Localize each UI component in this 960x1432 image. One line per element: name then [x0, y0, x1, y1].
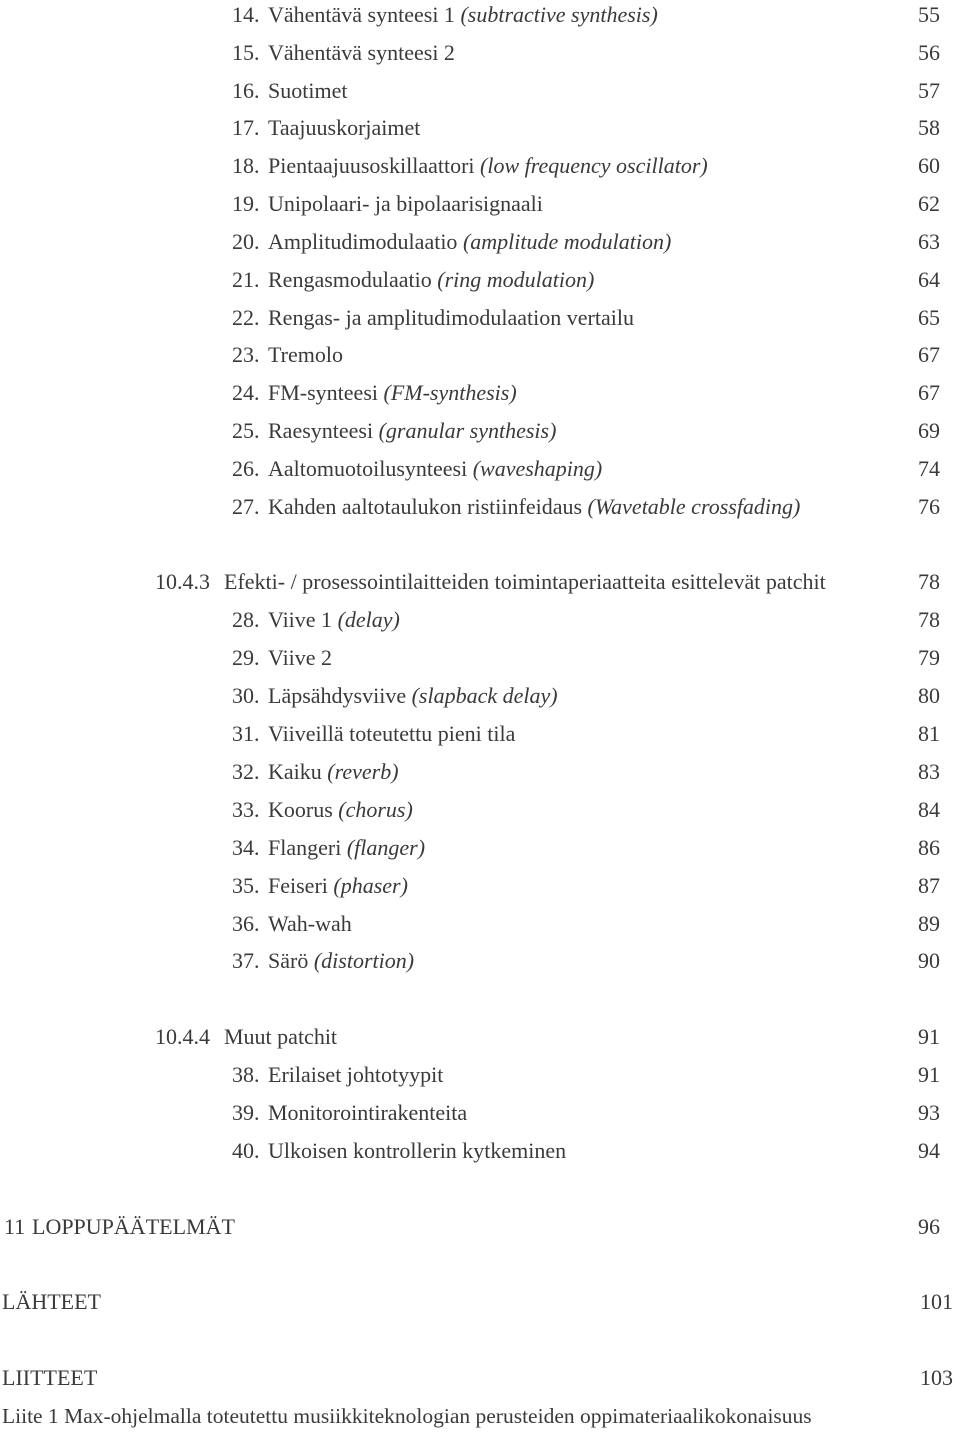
- toc-entry-page-number: 87: [918, 873, 940, 898]
- toc-entry: [0, 38, 960, 68]
- toc-entry-number: 28.: [232, 607, 260, 632]
- toc-entry: [0, 567, 960, 597]
- toc-entry-title-text: Amplitudimodulaatio: [268, 229, 458, 254]
- toc-entry-title: [268, 643, 332, 673]
- toc-entry-title-text: Raesynteesi: [268, 418, 374, 443]
- toc-entry-title: [2, 1287, 101, 1317]
- toc-entry-number: 33.: [232, 797, 260, 822]
- toc-entry-number: 17.: [232, 115, 260, 140]
- toc-entry: [0, 416, 960, 446]
- toc-entry: [0, 492, 960, 522]
- toc-entry-number: 35.: [232, 873, 260, 898]
- toc-entry: [0, 227, 960, 257]
- toc-entry-page-number: 67: [918, 380, 940, 405]
- toc-entry-title: [268, 189, 543, 219]
- toc-entry-page-number: 84: [918, 797, 940, 822]
- toc-entry-number: 19.: [232, 191, 260, 216]
- toc-entry: [0, 909, 960, 939]
- toc-entry-title: [268, 303, 634, 333]
- toc-entry-number: 32.: [232, 759, 260, 784]
- toc-entry-title-text: Tremolo: [268, 342, 343, 367]
- toc-entry-title-text: LIITTEET: [2, 1365, 98, 1390]
- toc-entry-title-english: (FM-synthesis): [383, 380, 517, 405]
- toc-entry-title-english: (subtractive synthesis): [460, 2, 658, 27]
- toc-entry-title: [268, 0, 658, 30]
- toc-entry-page-number: 63: [918, 229, 940, 254]
- toc-entry-title-text: Koorus: [268, 797, 333, 822]
- toc-entry-title-text: Suotimet: [268, 78, 348, 103]
- toc-entry-page-number: 81: [918, 721, 940, 746]
- toc-entry-title: [268, 416, 556, 446]
- toc-entry-title-text: Aaltomuotoilusynteesi: [268, 456, 468, 481]
- toc-entry-page-number: 67: [918, 342, 940, 367]
- toc-entry: [0, 0, 960, 30]
- toc-entry-number: 24.: [232, 380, 260, 405]
- toc-entry-title-text: FM-synteesi: [268, 380, 378, 405]
- toc-entry-title-text: Viive 1: [268, 607, 333, 632]
- toc-entry: [0, 719, 960, 749]
- toc-entry-title: [268, 833, 425, 863]
- toc-entry-title-english: (amplitude modulation): [462, 229, 672, 254]
- toc-entry-title-text: Särö: [268, 948, 309, 973]
- toc-entry: [0, 1401, 960, 1431]
- toc-entry-title: [268, 492, 800, 522]
- toc-entry-title: [268, 1136, 566, 1166]
- toc-entry-title: [268, 1060, 443, 1090]
- toc-entry-title: [224, 567, 826, 597]
- toc-entry-title-text: LOPPUPÄÄTELMÄT: [32, 1214, 235, 1239]
- toc-entry-page-number: 86: [918, 835, 940, 860]
- toc-entry-page-number: 83: [918, 759, 940, 784]
- toc-entry-page-number: 69: [918, 418, 940, 443]
- toc-entry-title-english: (ring modulation): [437, 267, 595, 292]
- toc-entry-title-english: (low frequency oscillator): [480, 153, 708, 178]
- toc-entry-number: 29.: [232, 645, 260, 670]
- toc-entry: [0, 1287, 960, 1317]
- toc-entry-page-number: 55: [918, 2, 940, 27]
- toc-entry-page-number: 93: [918, 1100, 940, 1125]
- toc-entry-page-number: 65: [918, 305, 940, 330]
- toc-entry-page-number: 56: [918, 40, 940, 65]
- toc-entry-title-english: (delay): [337, 607, 400, 632]
- toc-entry-title-text: Taajuuskorjaimet: [268, 115, 421, 140]
- toc-entry-title: [268, 378, 517, 408]
- toc-entry-number: 37.: [232, 948, 260, 973]
- toc-entry: [0, 946, 960, 976]
- toc-entry-page-number: 62: [918, 191, 940, 216]
- toc-entry-title-text: Läpsähdysviive: [268, 683, 407, 708]
- toc-entry: [0, 189, 960, 219]
- toc-entry-title: [268, 719, 515, 749]
- toc-entry-title-text: Viive 2: [268, 645, 333, 670]
- toc-entry: [0, 1136, 960, 1166]
- toc-entry-title-text: Erilaiset johtotyypit: [268, 1062, 444, 1087]
- toc-entry-page-number: 101: [920, 1289, 953, 1314]
- toc-entry-number: 11: [4, 1214, 26, 1239]
- toc-entry: [0, 340, 960, 370]
- toc-entry-number: 10.4.3: [155, 569, 210, 594]
- toc-entry-page-number: 57: [918, 78, 940, 103]
- toc-entry-title-text: Muut patchit: [224, 1024, 338, 1049]
- toc-entry-title: [268, 151, 708, 181]
- toc-entry-page-number: 79: [918, 645, 940, 670]
- toc-entry-page-number: 90: [918, 948, 940, 973]
- toc-entry-title-english: (Wavetable crossfading): [587, 494, 801, 519]
- toc-entry: [0, 113, 960, 143]
- toc-entry-page-number: 89: [918, 911, 940, 936]
- toc-entry-title: [268, 681, 558, 711]
- toc-entry-title: [268, 340, 343, 370]
- toc-entry-page-number: 74: [918, 456, 940, 481]
- toc-entry-number: 16.: [232, 78, 260, 103]
- toc-entry-page-number: 64: [918, 267, 940, 292]
- toc-entry-title-text: Vähentävä synteesi 2: [268, 40, 455, 65]
- toc-entry: [0, 1098, 960, 1128]
- toc-entry-title: [268, 605, 400, 635]
- toc-entry-title-english: (waveshaping): [472, 456, 603, 481]
- toc-entry-number: 38.: [232, 1062, 260, 1087]
- toc-entry: [0, 76, 960, 106]
- toc-entry-title-text: Vähentävä synteesi 1: [268, 2, 455, 27]
- toc-entry-page-number: 78: [918, 569, 940, 594]
- toc-entry-title: [268, 946, 414, 976]
- toc-entry-title-text: Feiseri: [268, 873, 328, 898]
- toc-entry-title-english: (slapback delay): [411, 683, 558, 708]
- toc-entry-title: [224, 1022, 337, 1052]
- toc-entry-page-number: 76: [918, 494, 940, 519]
- toc-entry-title-english: (distortion): [313, 948, 415, 973]
- toc-entry-title-english: (phaser): [333, 873, 408, 898]
- toc-entry-number: 20.: [232, 229, 260, 254]
- toc-entry-title: [32, 1212, 235, 1242]
- toc-entry-title-text: Rengasmodulaatio: [268, 267, 432, 292]
- toc-entry: [0, 871, 960, 901]
- toc-entry-number: 36.: [232, 911, 260, 936]
- toc-entry-title: [268, 265, 594, 295]
- toc-entry-number: 30.: [232, 683, 260, 708]
- toc-entry-title: [268, 227, 671, 257]
- toc-entry-number: 18.: [232, 153, 260, 178]
- toc-entry: [0, 643, 960, 673]
- toc-entry-title-text: Kahden aaltotaulukon ristiinfeidaus: [268, 494, 583, 519]
- toc-entry: [0, 605, 960, 635]
- toc-entry: [0, 1363, 960, 1393]
- toc-entry-page-number: 58: [918, 115, 940, 140]
- toc-entry: [0, 378, 960, 408]
- toc-entry-title: [268, 113, 420, 143]
- toc-entry-title: [268, 871, 408, 901]
- toc-entry-title: [268, 909, 352, 939]
- toc-entry-page-number: 80: [918, 683, 940, 708]
- toc-entry-page-number: 91: [918, 1062, 940, 1087]
- toc-entry-title-english: (chorus): [338, 797, 413, 822]
- toc-entry-page-number: 94: [918, 1138, 940, 1163]
- toc-entry-number: 39.: [232, 1100, 260, 1125]
- toc-entry-title-english: (reverb): [327, 759, 399, 784]
- toc-entry-title-text: Efekti- / prosessointilaitteiden toimintaperiaatteita esittelevät patchit: [224, 569, 826, 594]
- toc-entry-title-text: Monitorointirakenteita: [268, 1100, 468, 1125]
- toc-entry-title-text: LÄHTEET: [2, 1289, 101, 1314]
- toc-entry-number: 34.: [232, 835, 260, 860]
- toc-entry-title-text: Flangeri: [268, 835, 342, 860]
- toc-entry: [0, 265, 960, 295]
- toc-entry-number: 14.: [232, 2, 260, 27]
- toc-entry-number: 23.: [232, 342, 260, 367]
- toc-entry-number: 27.: [232, 494, 260, 519]
- toc-entry-title-english: (flanger): [346, 835, 426, 860]
- toc-entry-title-text: Unipolaari- ja bipolaarisignaali: [268, 191, 543, 216]
- toc-entry-title-text: Kaiku: [268, 759, 322, 784]
- toc-entry-title-text: Rengas- ja amplitudimodulaation vertailu: [268, 305, 634, 330]
- toc-entry-title-text: Liite 1 Max-ohjelmalla toteutettu musiikkiteknologian perusteiden oppimateriaalikokonaisuus: [2, 1404, 812, 1428]
- toc-entry-title: [268, 757, 399, 787]
- toc-entry: [0, 303, 960, 333]
- toc-entry: [0, 681, 960, 711]
- toc-entry-title-text: Pientaajuusoskillaattori: [268, 153, 475, 178]
- toc-entry-number: 25.: [232, 418, 260, 443]
- toc-entry: [0, 1212, 960, 1242]
- toc-entry-number: 21.: [232, 267, 260, 292]
- toc-entry: [0, 454, 960, 484]
- toc-entry-title: [2, 1363, 97, 1393]
- toc-entry-number: 10.4.4: [155, 1024, 210, 1049]
- toc-entry-title: [268, 454, 602, 484]
- toc-entry-page-number: 60: [918, 153, 940, 178]
- toc-entry-number: 31.: [232, 721, 260, 746]
- toc-entry-page-number: 91: [918, 1024, 940, 1049]
- toc-entry-page-number: 103: [920, 1365, 953, 1390]
- toc-entry: [0, 795, 960, 825]
- toc-entry-title: [268, 1098, 467, 1128]
- toc-entry-number: 26.: [232, 456, 260, 481]
- toc-entry-title: [268, 76, 347, 106]
- toc-entry-page-number: 96: [918, 1214, 940, 1239]
- toc-entry-page-number: 78: [918, 607, 940, 632]
- toc-entry: [0, 1060, 960, 1090]
- toc-entry-number: 40.: [232, 1138, 260, 1163]
- toc-entry-number: 15.: [232, 40, 260, 65]
- toc-entry-title: [268, 795, 413, 825]
- toc-entry-title-text: Viiveillä toteutettu pieni tila: [268, 721, 516, 746]
- toc-entry-number: 22.: [232, 305, 260, 330]
- toc-entry-title: [2, 1401, 812, 1431]
- toc-entry: [0, 1022, 960, 1052]
- toc-entry: [0, 151, 960, 181]
- toc-entry-title-text: Wah-wah: [268, 911, 352, 936]
- toc-entry-title-text: Ulkoisen kontrollerin kytkeminen: [268, 1138, 567, 1163]
- toc-entry-title: [268, 38, 455, 68]
- toc-entry-title-english: (granular synthesis): [378, 418, 557, 443]
- toc-entry: [0, 833, 960, 863]
- toc-entry: [0, 757, 960, 787]
